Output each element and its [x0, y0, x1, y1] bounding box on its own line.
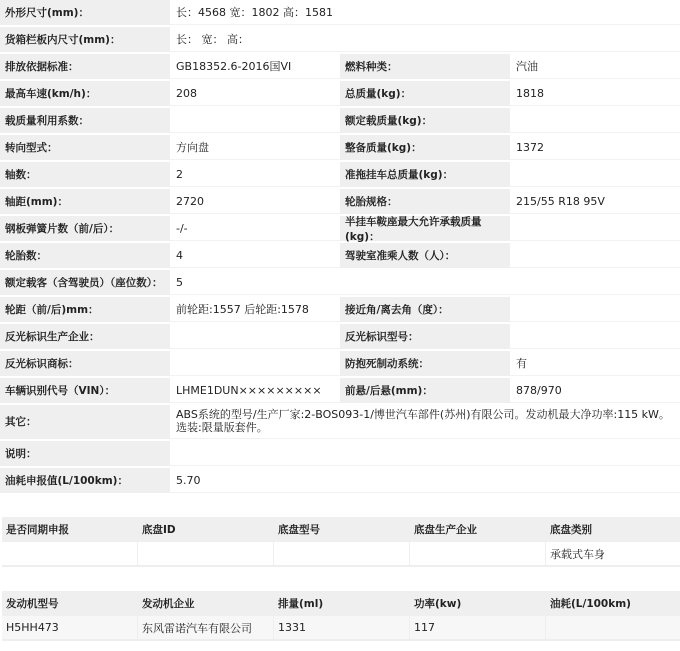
spec-value: 215/55 R18 95V [510, 189, 680, 214]
spec-value: 汽油 [510, 54, 680, 79]
spec-label: 转向型式： [0, 135, 170, 160]
spec-value: LHME1DUN××××××××× [170, 378, 340, 403]
spec-value [510, 243, 680, 268]
column-header: 发动机型号 [2, 591, 138, 616]
spec-value [510, 297, 680, 322]
spec-label: 轮距（前/后)mm： [0, 297, 170, 322]
spec-label: 车辆识别代号（VIN）： [0, 378, 170, 403]
spec-value [170, 441, 680, 466]
spec-value [510, 216, 680, 241]
spec-value: 1818 [510, 81, 680, 106]
spec-value [510, 162, 680, 187]
table-cell [274, 542, 410, 567]
spec-value: 4 [170, 243, 340, 268]
spec-label: 接近角/离去角（度）： [340, 297, 510, 322]
spec-label: 驾驶室准乘人数（人）： [340, 243, 510, 268]
spec-value: ABS系统的型号/生产厂家:2-BOS093-1/博世汽车部件(苏州)有限公司。发动机最大净功率:115 kW。选装:限量版套件。 [170, 405, 680, 439]
spec-value: -/- [170, 216, 340, 241]
column-header: 是否同期申报 [2, 517, 138, 542]
column-header: 底盘生产企业 [410, 517, 546, 542]
spec-label: 前悬/后悬(mm)： [340, 378, 510, 403]
table-cell: 东风雷诺汽车有限公司 [138, 616, 274, 641]
spec-value [170, 324, 340, 349]
column-header: 底盘类别 [546, 517, 680, 542]
table-cell [546, 616, 680, 641]
spec-label: 说明： [0, 441, 170, 466]
spec-value [510, 324, 680, 349]
spec-label: 防抱死制动系统： [340, 351, 510, 376]
spec-value [170, 351, 340, 376]
table-cell [2, 542, 138, 567]
column-header: 功率(kw) [410, 591, 546, 616]
spec-label: 排放依据标准： [0, 54, 170, 79]
spec-label: 最高车速(km/h)： [0, 81, 170, 106]
spec-label: 燃料种类： [340, 54, 510, 79]
spec-label: 整备质量(kg)： [340, 135, 510, 160]
table-cell: 1331 [274, 616, 410, 641]
spec-value: 长：4568 宽：1802 高：1581 [170, 0, 680, 25]
spec-label: 轮胎规格： [340, 189, 510, 214]
table-cell: H5HH473 [2, 616, 138, 641]
spec-label: 货箱栏板内尺寸(mm)： [0, 27, 170, 52]
spec-label: 额定载质量(kg)： [340, 108, 510, 133]
spec-value: 5.70 [170, 468, 680, 493]
spec-value: 2720 [170, 189, 340, 214]
column-header: 底盘ID [138, 517, 274, 542]
spec-label: 钢板弹簧片数（前/后）： [0, 216, 170, 241]
spec-label: 轴数： [0, 162, 170, 187]
engine-table [2, 591, 680, 641]
spec-value [170, 108, 340, 133]
table-cell: 承载式车身 [546, 542, 680, 567]
column-header: 发动机企业 [138, 591, 274, 616]
spec-label: 反光标识型号： [340, 324, 510, 349]
spec-value: 1372 [510, 135, 680, 160]
spec-value: GB18352.6-2016国VI [170, 54, 340, 79]
spec-value: 长： 宽： 高： [170, 27, 680, 52]
spec-value: 5 [170, 270, 680, 295]
spec-value: 208 [170, 81, 340, 106]
spec-label: 油耗申报值(L/100km)： [0, 468, 170, 493]
spec-label: 载质量利用系数： [0, 108, 170, 133]
spec-label: 反光标识商标： [0, 351, 170, 376]
column-header: 油耗(L/100km) [546, 591, 680, 616]
table-cell [138, 542, 274, 567]
chassis-table [2, 517, 680, 567]
spec-value [510, 108, 680, 133]
spec-value: 前轮距:1557 后轮距:1578 [170, 297, 340, 322]
spec-value: 2 [170, 162, 340, 187]
spec-label: 反光标识生产企业： [0, 324, 170, 349]
spec-label: 半挂车鞍座最大允许承载质量(kg)： [340, 216, 510, 241]
spec-label: 准拖挂车总质量(kg)： [340, 162, 510, 187]
spec-label: 额定载客（含驾驶员）（座位数）： [0, 270, 170, 295]
spec-value: 有 [510, 351, 680, 376]
table-cell: 117 [410, 616, 546, 641]
spec-label: 外形尺寸(mm)： [0, 0, 170, 25]
table-cell [410, 542, 546, 567]
spec-value: 878/970 [510, 378, 680, 403]
column-header: 排量(ml) [274, 591, 410, 616]
spec-value: 方向盘 [170, 135, 340, 160]
spec-label: 轮胎数： [0, 243, 170, 268]
spec-label: 总质量(kg)： [340, 81, 510, 106]
spec-label: 其它： [0, 405, 170, 439]
spec-label: 轴距(mm)： [0, 189, 170, 214]
column-header: 底盘型号 [274, 517, 410, 542]
